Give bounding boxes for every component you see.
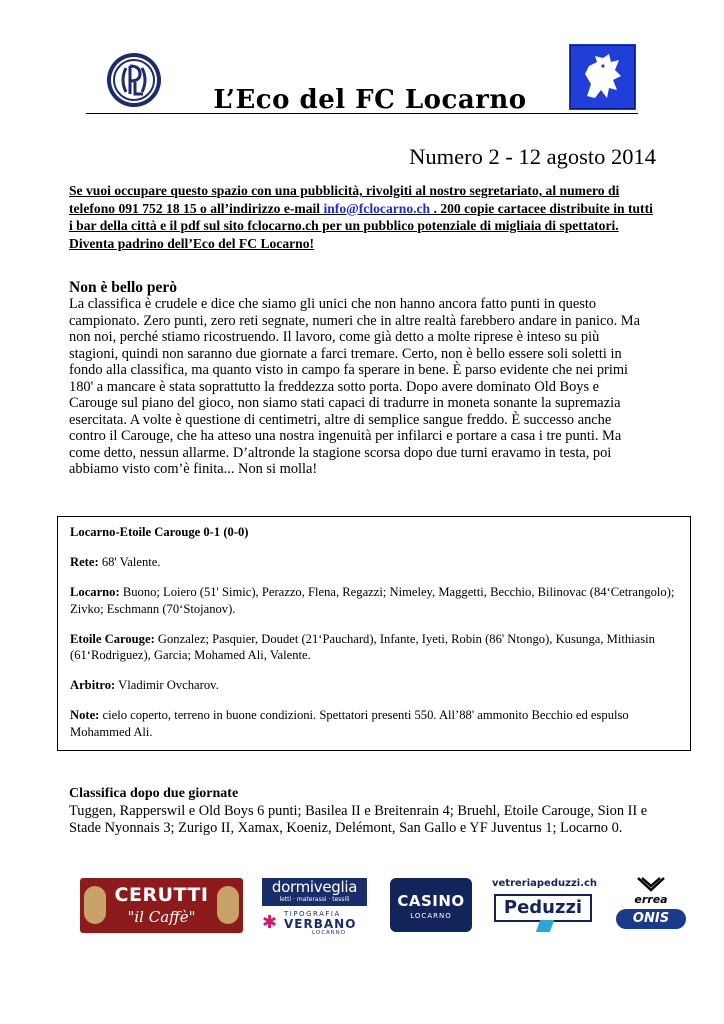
flower-icon: ✱ [262,912,278,933]
casino-name: CASINO [397,892,465,910]
standings-body: Tuggen, Rapperswil e Old Boys 6 punti; Basilea II e Breitenrain 4; Bruehl, Etoile Carouge, Sion II e Stade Nyonnais 3; Zurigo II, Xamax, Koeniz, Delémont, San Gallo e YF Juventus 1; Locarno 0. [69,803,648,836]
coffee-bean-icon [217,886,239,924]
article-title: Non è bello però [69,279,178,296]
match-referee [70,677,678,693]
sponsor-errea-onis-logo [612,876,690,934]
match-goals [70,554,678,570]
match-home-lineup [70,584,678,616]
peduzzi-name: Peduzzi [494,894,592,922]
sponsor-dormiveglia-logo [262,878,367,906]
home-team-lineup: Buono; Loiero (51' Simic), Perazzo, Flena, Regazzi; Nimeley, Maggetti, Becchio, Bilinovac (84‘Cetrangolo); Zivko; Eschmann (70‘Stojanov). [70,585,675,616]
coffee-bean-icon [84,886,106,924]
match-away-lineup [70,631,678,663]
verbano-city: LOCARNO [312,930,347,936]
fc-locarno-crest-logo [106,52,162,108]
notes-value: cielo coperto, terreno in buone condizioni. Spettatori presenti 550. All’88' ammonito Becchio ed espulso Mohammed Ali. [70,708,629,739]
issue-number-date: Numero 2 - 12 agosto 2014 [409,144,656,169]
ad-notice-text-after: . 200 copie cartacee distribuite in tutti i bar della città e il pdf sul sito fclocarno.ch per un pubblico potenziale di migliaia di spettatori. Diventa padrino dell’Eco del FC Locarno! [69,200,653,251]
advertising-notice [69,182,657,252]
ad-notice-text-before: Se vuoi occupare questo spazio con una pubblicità, rivolgiti al nostro segretariato, al numero di telefono 091 752 18 15 o all’indirizzo e-mail [69,183,620,216]
standings-title: Classifica dopo due giornate [69,786,239,801]
locarno-lion-flag-logo [569,44,636,110]
referee-value: Vladimir Ovcharov. [115,678,219,693]
match-report-box [57,516,691,751]
away-team-lineup: Gonzalez; Pasquier, Doudet (21‘Pauchard), Infante, Iyeti, Robin (86' Ntongo), Kusunga, Mithiasin (61‘Rodriguez), Garcia; Mohamed Ali, Valente. [70,631,655,663]
errea-emblem-icon [636,876,666,894]
onis-name: ONIS [616,909,686,929]
peduzzi-url: vetreriapeduzzi.ch [492,878,598,889]
glass-shard-icon [536,920,554,932]
dormiveglia-name: dormiveglia [271,878,358,896]
goals-value: 68' Valente. [98,555,161,570]
cerutti-name: CERUTTI [114,884,209,906]
verbano-name: VERBANO [284,917,357,931]
home-team-label: Locarno: [70,585,120,600]
goals-label: Rete: [70,555,99,570]
errea-name: errea [634,893,668,906]
title-divider [86,113,638,114]
newsletter-title: L’Eco del FC Locarno [213,85,527,115]
article-body: La classifica è crudele e dice che siamo gli unici che non hanno ancora fatto punti in questo campionato. Zero punti, zero reti segnate, numeri che in altre realtà farebbero andare in panico. Ma non noi, perché stiamo ricostruendo. Il lavoro, come già detto a molte riprese è inteso su più stagioni, quindi non saranno due giornate a farci tremare. Certo, non è bello essere soli soletti in fondo alla classifica, ma quanto visto in campo fa sperare in bene. È parso evidente che nei primi 180' a mancare è stata soprattutto la freddezza sotto porta. Dopo avere dominato Old Boys e Carouge sul piano del gioco, non siamo stati capaci di tradurre in moneta sonante la supremazia esercitata. A volte è questione di centimetri, altre di semplice sangue freddo. È successo anche contro il Carouge, che ha atteso una nostra ingenuità per infilarci e portare a casa i tre punti. Ma come detto, nessun allarme. D’altronde la stagione scorsa dopo due turni eravamo in testa, poi abbiamo visto com’è finita... Non si molla! [69,296,640,478]
match-title: Locarno-Etoile Carouge 0-1 (0-0) [70,525,249,539]
sponsor-casino-locarno-logo [390,878,472,932]
cerutti-tagline: "il Caffè" [127,908,196,926]
match-notes [70,707,678,739]
email-link[interactable]: info@fclocarno.ch [323,200,431,216]
sponsor-peduzzi-logo [492,878,596,933]
notes-label: Note: [70,708,100,723]
dormiveglia-tagline: letti · materassi · tessili [279,896,350,903]
casino-city: LOCARNO [410,912,452,920]
away-team-label: Etoile Carouge: [70,631,155,646]
referee-label: Arbitro: [70,678,116,693]
tipografia-label: TIPOGRAFIA [284,910,341,918]
sponsor-cerutti-logo [80,878,243,933]
sponsor-tipografia-verbano-logo [262,910,367,936]
